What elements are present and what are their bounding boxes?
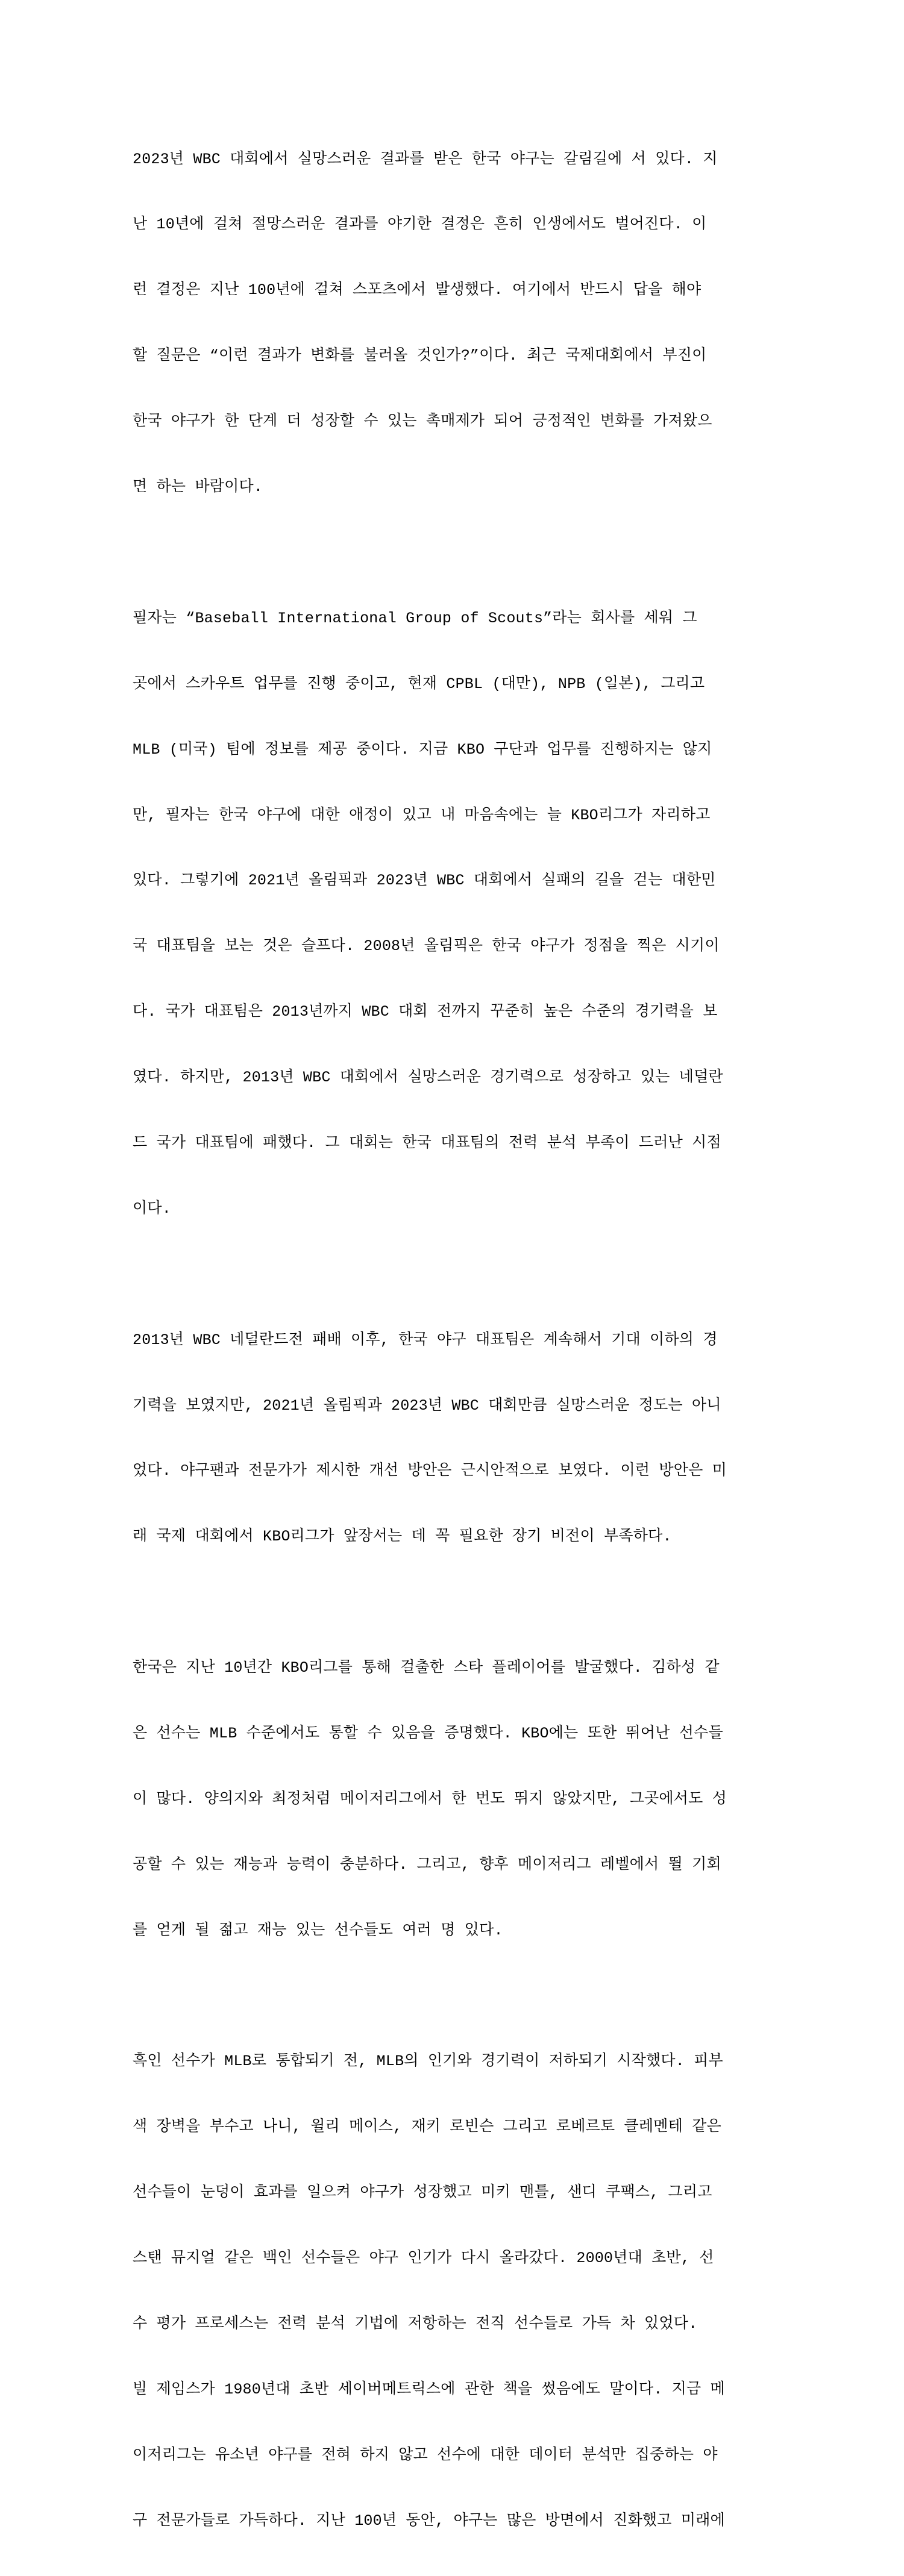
text-line: 이저리그는 유소년 야구를 전혀 하지 않고 선수에 대한 데이터 분석만 집중하는 야 [133, 2446, 718, 2464]
text-line: 난 10년에 걸쳐 절망스러운 결과를 야기한 결정은 흔히 인생에서도 벌어진다. 이 [133, 216, 707, 234]
text-line: 였다. 하지만, 2013년 WBC 대회에서 실망스러운 경기력으로 성장하고 있는 네덜란 [133, 1069, 723, 1087]
text-line: 런 결정은 지난 100년에 걸쳐 스포츠에서 발생했다. 여기에서 반드시 답을 해야 [133, 281, 702, 299]
text-line: 한국 야구가 한 단계 더 성장할 수 있는 촉매제가 되어 긍정적인 변화를 가져왔으 [133, 413, 712, 431]
paragraph-1 [133, 105, 777, 542]
text-line: 선수들이 눈덩이 효과를 일으켜 야구가 성장했고 미키 맨틀, 샌디 쿠팩스, 그리고 [133, 2184, 712, 2202]
text-line: 국 대표팀을 보는 것은 슬프다. 2008년 올림픽은 한국 야구가 정점을 찍은 시기이 [133, 937, 720, 955]
paragraph-3 [133, 1286, 777, 1592]
text-line: 이 많다. 양의지와 최정처럼 메이저리그에서 한 번도 뛰지 않았지만, 그곳에서도 성 [133, 1790, 727, 1808]
text-line: 었다. 야구팬과 전문가가 제시한 개선 방안은 근시안적으로 보였다. 이런 방안은 미 [133, 1462, 727, 1480]
paragraph-2 [133, 564, 777, 1264]
text-line: 2023년 WBC 대회에서 실망스러운 결과를 받은 한국 야구는 갈림길에 서 있다. 지 [133, 150, 718, 168]
text-line: 를 얻게 될 젊고 재능 있는 선수들도 여러 명 있다. [133, 1921, 503, 1939]
paragraph-5 [133, 2007, 777, 2576]
text-line: 드 국가 대표팀에 패했다. 그 대회는 한국 대표팀의 전력 분석 부족이 드러난 시점 [133, 1134, 721, 1152]
text-line: 색 장벽을 부수고 나니, 윌리 메이스, 재키 로빈슨 그리고 로베르토 클레멘테 같은 [133, 2118, 721, 2136]
text-line: MLB (미국) 팀에 정보를 제공 중이다. 지금 KBO 구단과 업무를 진행하지는 않지 [133, 740, 712, 758]
text-line: 빌 제임스가 1980년대 초반 세이버메트릭스에 관한 책을 썼음에도 말이다. 지금 메 [133, 2380, 725, 2398]
paragraph-4 [133, 1613, 777, 1985]
article-body [133, 105, 777, 2576]
text-line: 기력을 보였지만, 2021년 올림픽과 2023년 WBC 대회만큼 실망스러운 정도는 아니 [133, 1396, 721, 1415]
text-line: 이다. [133, 1199, 171, 1218]
text-line: 할 질문은 “이런 결과가 변화를 불러올 것인가?”이다. 최근 국제대회에서 부진이 [133, 347, 707, 365]
text-line: 있다. 그렇기에 2021년 올림픽과 2023년 WBC 대회에서 실패의 길을 걷는 대한민 [133, 872, 716, 890]
text-line: 수 평가 프로세스는 전력 분석 기법에 저항하는 전직 선수들로 가득 차 있었다. [133, 2315, 698, 2333]
text-line: 2013년 WBC 네덜란드전 패배 이후, 한국 야구 대표팀은 계속해서 기대 이하의 경 [133, 1331, 718, 1349]
text-line: 흑인 선수가 MLB로 통합되기 전, MLB의 인기와 경기력이 저하되기 시작했다. 피부 [133, 2052, 723, 2071]
text-line: 만, 필자는 한국 야구에 대한 애정이 있고 내 마음속에는 늘 KBO리그가 자리하고 [133, 806, 711, 824]
text-line: 면 하는 바람이다. [133, 478, 263, 496]
text-line: 공할 수 있는 재능과 능력이 충분하다. 그리고, 향후 메이저리그 레벨에서 뛸 기회 [133, 1855, 721, 1874]
text-line: 다. 국가 대표팀은 2013년까지 WBC 대회 전까지 꾸준히 높은 수준의 경기력을 보 [133, 1003, 718, 1021]
text-line: 구 전문가들로 가득하다. 지난 100년 동안, 야구는 많은 방면에서 진화했고 미래에 [133, 2512, 725, 2530]
text-line: 스탠 뮤지얼 같은 백인 선수들은 야구 인기가 다시 올라갔다. 2000년대 초반, 선 [133, 2249, 714, 2268]
text-line: 곳에서 스카우트 업무를 진행 중이고, 현재 CPBL (대만), NPB (일본), 그리고 [133, 675, 705, 693]
text-line: 은 선수는 MLB 수준에서도 통할 수 있음을 증명했다. KBO에는 또한 뛰어난 선수들 [133, 1724, 723, 1742]
text-line: 필자는 “Baseball International Group of Scouts”라는 회사를 세워 그 [133, 609, 697, 627]
text-line: 래 국제 대회에서 KBO리그가 앞장서는 데 꼭 필요한 장기 비전이 부족하다. [133, 1528, 672, 1546]
text-line: 한국은 지난 10년간 KBO리그를 통해 걸출한 스타 플레이어를 발굴했다. 김하성 같 [133, 1659, 720, 1677]
